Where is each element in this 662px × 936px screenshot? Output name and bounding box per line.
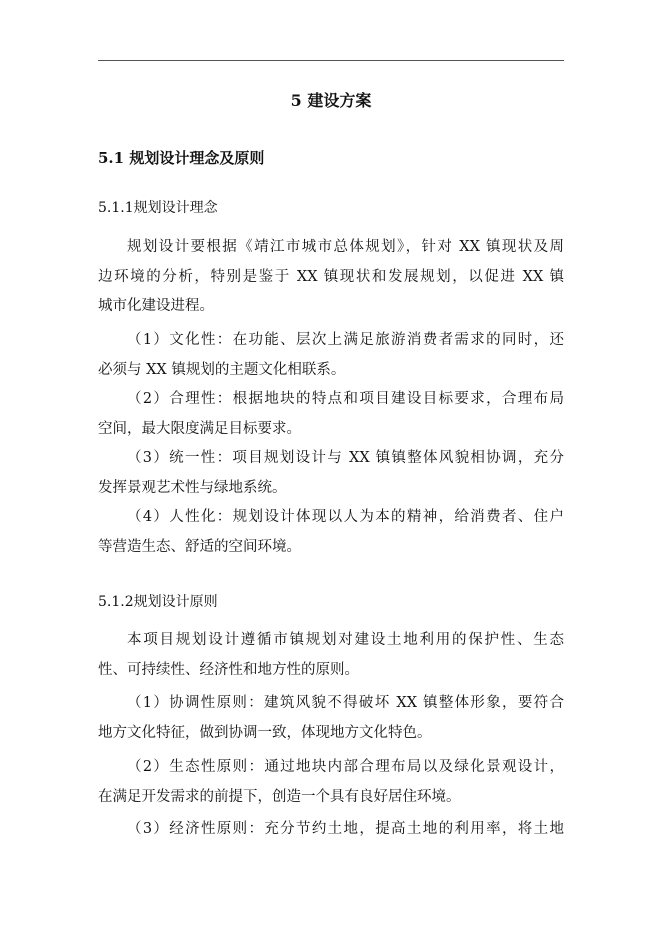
list-item-rationality [98, 385, 564, 444]
subsection-heading-1: 5.1.1规划设计理念 [98, 200, 218, 216]
section-heading: 5.1 规划设计理念及原则 [98, 149, 265, 167]
text-line: （3）统一性：项目规划设计与 XX 镇镇整体风貌相协调，充分 [127, 450, 564, 466]
paragraph-intro-2 [98, 626, 564, 685]
list-item-coordination [98, 689, 564, 748]
text-line: 地方文化特征，做到协调一致，体现地方文化特色。 [98, 724, 432, 741]
text-line: 在满足开发需求的前提下，创造一个具有良好居住环境。 [98, 788, 461, 805]
list-item-humanization [98, 503, 564, 562]
text-line: 发挥景观艺术性与绿地系统。 [98, 479, 287, 496]
text-line: （2）生态性原则：通过地块内部合理布局以及绿化景观设计， [127, 759, 564, 775]
list-item-economy [98, 815, 564, 845]
list-item-unity [98, 444, 564, 503]
text-line: 性、可持续性、经济性和地方性的原则。 [98, 661, 359, 678]
text-line: 规划设计要根据《靖江市城市总体规划》，针对 XX 镇现状及周 [127, 239, 564, 255]
subsection-heading-2: 5.1.2规划设计原则 [98, 594, 218, 610]
text-line: 城市化建设进程。 [98, 298, 214, 314]
text-line: 等营造生态、舒适的空间环境。 [98, 538, 301, 555]
text-line: 本项目规划设计遵循市镇规划对建设土地利用的保护性、生态 [127, 632, 564, 648]
text-line: 空间，最大限度满足目标要求。 [98, 420, 301, 437]
text-line: （1）文化性：在功能、层次上满足旅游消费者需求的同时，还 [127, 332, 564, 348]
text-line: 边环境的分析，特别是鉴于 XX 镇现状和发展规划，以促进 XX 镇 [98, 268, 564, 285]
text-line: （4）人性化：规划设计体现以人为本的精神，给消费者、住户 [127, 509, 564, 525]
text-line: （3）经济性原则：充分节约土地，提高土地的利用率，将土地 [127, 821, 564, 837]
list-item-culture [98, 326, 564, 385]
header-rule [98, 60, 564, 61]
text-line: （1）协调性原则：建筑风貌不得破坏 XX 镇整体形象，要符合 [127, 695, 564, 711]
paragraph-intro-1 [98, 233, 564, 322]
list-item-ecology [98, 753, 564, 812]
chapter-title: 5 建设方案 [290, 91, 372, 110]
text-line: （2）合理性：根据地块的特点和项目建设目标要求，合理布局 [127, 391, 564, 407]
text-line: 必须与 XX 镇规划的主题文化相联系。 [98, 361, 346, 378]
